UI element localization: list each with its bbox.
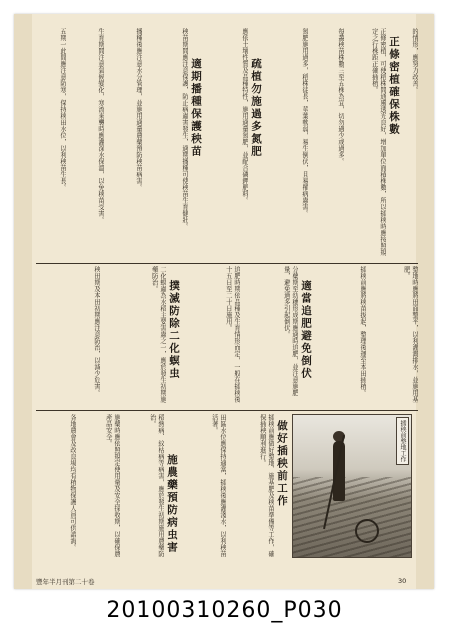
page-edge-left — [14, 14, 32, 589]
article-column: 氮肥施用過多，稻株徒長，莖葉軟弱，易生倒伏，且易罹病蟲害。 — [301, 28, 308, 217]
magazine-footer: 豐年半月刊第二十卷 — [36, 578, 95, 586]
article-column: 秧田期及本田初期應注意防治，以減少危害。 — [93, 266, 100, 396]
article-column: 的情形，應努力改善。 — [411, 28, 418, 93]
article-column: 田區水位應保持適當，插秧後應灌淺水，以利秧苗活著。 — [210, 414, 226, 557]
article-column: 施藥時應依照規定使用量及安全採收期，以確保農產品安全。 — [104, 414, 120, 557]
middle-section — [36, 266, 418, 406]
article-column: 應依土壤性質及品種特性，施用適量氮肥，並配合磷鉀肥料。 — [241, 28, 248, 204]
section-divider — [36, 410, 418, 411]
bottom-section — [36, 414, 418, 562]
article-column: 分蘗期至幼穗形成期應適時追肥，並注意施肥量，避免過多引起倒伏。 — [282, 266, 298, 396]
section-divider — [36, 263, 418, 264]
page-content — [36, 28, 418, 573]
headline-seedlings: 適期播種保護秧苗 — [190, 58, 202, 158]
page-number: 30 — [398, 577, 407, 585]
headline-nitrogen: 疏植勿施過多氮肥 — [250, 58, 262, 158]
article-column: 插秧前應將秧苗拔起，整理後運至本田插植。 — [359, 266, 366, 396]
headline-disease: 施農藥預防病虫害 — [166, 454, 178, 554]
article-column: 整地時應將田面整平，以利灌溉排水，並施用基肥。 — [402, 266, 418, 403]
field-photo — [292, 414, 412, 558]
headline-transplant: 做好插秧前工作 — [276, 420, 288, 508]
top-section — [36, 28, 418, 260]
article-column: 稻熱病、紋枯病等病害，應於發生初期施用農藥防治。 — [148, 414, 164, 557]
article-column: 各地農會及改良場均有植物保護人員可供諮詢。 — [69, 414, 76, 551]
headline-zhengtiao: 正條密植確保株數 — [388, 36, 400, 136]
headline-borer: 撲滅防除二化螟虫 — [168, 280, 180, 380]
photo-caption: 插秧前整地工作 — [396, 417, 409, 465]
article-column: 每叢秧苗株數三至五株為宜，切勿過少或過多。 — [337, 28, 344, 165]
article-column: 正條密植，可使稻株間通風透光良好，增加單位面積株數，所以插秧時應按照規定之行株距正確插植。 — [370, 28, 386, 256]
article-column: 追肥時期依品種及生育情形而定，一般在插秧後十五日至二十日施用。 — [224, 266, 240, 403]
article-column: 秧苗期間應注意保護，防止病蟲害發生，適期播種可使秧苗生育健壯。 — [181, 28, 188, 230]
archive-id: 20100310260_P030 — [106, 598, 343, 623]
photo-furrows — [293, 477, 411, 557]
photo-wheel — [355, 519, 379, 543]
page-edge-right — [416, 14, 434, 589]
article-column: 五期一此間應注意防寒，保持秧田水位，以利秧苗生長。 — [59, 28, 66, 191]
magazine-page — [14, 14, 434, 589]
article-column: 生育期間注意氣候變化，寒流來襲時應灌深水保溫，以免秧苗受害。 — [97, 28, 104, 223]
headline-topdressing: 適當追肥避免倒伏 — [300, 280, 312, 380]
article-column: 插秧前應做好整地、施基肥及秧苗準備等工作，確保插秧順利進行。 — [258, 414, 274, 557]
article-column: 二化螟蟲為水稻主要害蟲之一，應於發生初期施藥防治。 — [150, 266, 166, 403]
article-column: 播種後應注意水分管理，並施用適量農藥預防秧苗病害。 — [135, 28, 142, 191]
